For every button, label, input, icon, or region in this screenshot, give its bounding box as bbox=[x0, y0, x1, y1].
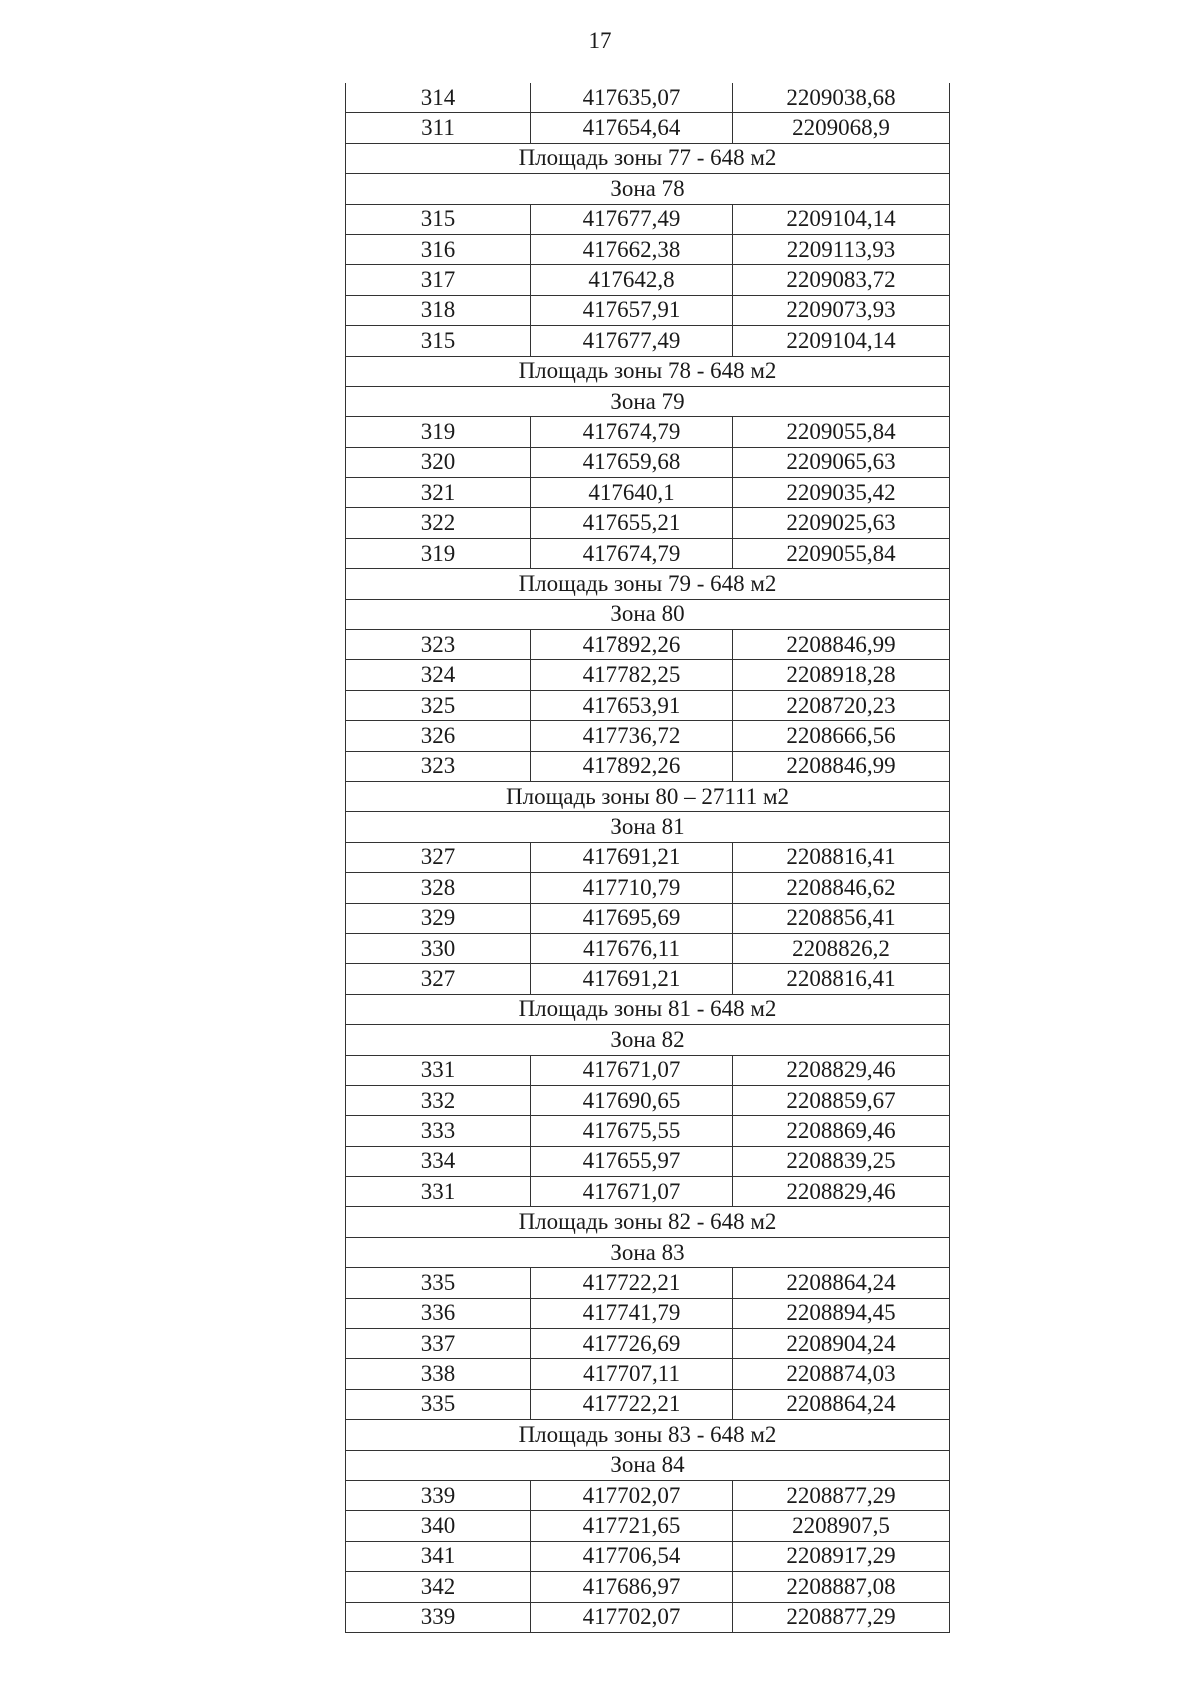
zone-area-row bbox=[346, 781, 950, 811]
zone-header-row bbox=[346, 599, 950, 629]
y-coordinate-cell: 2208877,29 bbox=[733, 1480, 950, 1510]
zone-area-label: Площадь зоны 78 - 648 м2 bbox=[346, 356, 950, 386]
zone-title: Зона 80 bbox=[346, 599, 950, 629]
coordinate-row bbox=[346, 933, 950, 963]
coordinate-row bbox=[346, 326, 950, 356]
zone-header-row bbox=[346, 1025, 950, 1055]
coordinate-row bbox=[346, 1298, 950, 1328]
y-coordinate-cell: 2208904,24 bbox=[733, 1329, 950, 1359]
point-number-cell: 335 bbox=[346, 1268, 531, 1298]
y-coordinate-cell: 2209083,72 bbox=[733, 265, 950, 295]
point-number-cell: 322 bbox=[346, 508, 531, 538]
y-coordinate-cell: 2209104,14 bbox=[733, 204, 950, 234]
x-coordinate-cell: 417675,55 bbox=[531, 1116, 733, 1146]
point-number-cell: 327 bbox=[346, 842, 531, 872]
y-coordinate-cell: 2208826,2 bbox=[733, 933, 950, 963]
point-number-cell: 337 bbox=[346, 1329, 531, 1359]
y-coordinate-cell: 2208666,56 bbox=[733, 721, 950, 751]
y-coordinate-cell: 2208894,45 bbox=[733, 1298, 950, 1328]
zone-header-row bbox=[346, 1450, 950, 1480]
coordinate-row bbox=[346, 1359, 950, 1389]
x-coordinate-cell: 417710,79 bbox=[531, 873, 733, 903]
zone-area-label: Площадь зоны 80 – 27111 м2 bbox=[346, 781, 950, 811]
y-coordinate-cell: 2209104,14 bbox=[733, 326, 950, 356]
point-number-cell: 327 bbox=[346, 964, 531, 994]
zone-title: Зона 78 bbox=[346, 174, 950, 204]
coordinate-row bbox=[346, 295, 950, 325]
x-coordinate-cell: 417892,26 bbox=[531, 630, 733, 660]
coordinate-row bbox=[346, 83, 950, 113]
y-coordinate-cell: 2208877,29 bbox=[733, 1602, 950, 1632]
y-coordinate-cell: 2209065,63 bbox=[733, 447, 950, 477]
zone-area-label: Площадь зоны 79 - 648 м2 bbox=[346, 569, 950, 599]
y-coordinate-cell: 2209025,63 bbox=[733, 508, 950, 538]
coordinate-row bbox=[346, 265, 950, 295]
x-coordinate-cell: 417635,07 bbox=[531, 83, 733, 113]
point-number-cell: 339 bbox=[346, 1602, 531, 1632]
zone-header-row bbox=[346, 174, 950, 204]
coordinates-table-body bbox=[346, 83, 950, 1632]
zone-header-row bbox=[346, 812, 950, 842]
y-coordinate-cell: 2209038,68 bbox=[733, 83, 950, 113]
zone-area-row bbox=[346, 1420, 950, 1450]
x-coordinate-cell: 417677,49 bbox=[531, 204, 733, 234]
point-number-cell: 330 bbox=[346, 933, 531, 963]
x-coordinate-cell: 417691,21 bbox=[531, 964, 733, 994]
x-coordinate-cell: 417892,26 bbox=[531, 751, 733, 781]
coordinate-row bbox=[346, 1085, 950, 1115]
zone-area-label: Площадь зоны 77 - 648 м2 bbox=[346, 143, 950, 173]
x-coordinate-cell: 417706,54 bbox=[531, 1541, 733, 1571]
point-number-cell: 331 bbox=[346, 1177, 531, 1207]
y-coordinate-cell: 2208874,03 bbox=[733, 1359, 950, 1389]
y-coordinate-cell: 2208864,24 bbox=[733, 1389, 950, 1419]
coordinate-row bbox=[346, 234, 950, 264]
coordinate-row bbox=[346, 447, 950, 477]
x-coordinate-cell: 417662,38 bbox=[531, 234, 733, 264]
point-number-cell: 325 bbox=[346, 690, 531, 720]
y-coordinate-cell: 2208846,99 bbox=[733, 630, 950, 660]
coordinate-row bbox=[346, 1177, 950, 1207]
coordinate-row bbox=[346, 478, 950, 508]
y-coordinate-cell: 2209068,9 bbox=[733, 113, 950, 143]
x-coordinate-cell: 417657,91 bbox=[531, 295, 733, 325]
x-coordinate-cell: 417642,8 bbox=[531, 265, 733, 295]
coordinate-row bbox=[346, 751, 950, 781]
coordinate-row bbox=[346, 1268, 950, 1298]
x-coordinate-cell: 417707,11 bbox=[531, 1359, 733, 1389]
coordinate-row bbox=[346, 1572, 950, 1602]
x-coordinate-cell: 417674,79 bbox=[531, 538, 733, 568]
coordinate-row bbox=[346, 508, 950, 538]
y-coordinate-cell: 2208859,67 bbox=[733, 1085, 950, 1115]
x-coordinate-cell: 417686,97 bbox=[531, 1572, 733, 1602]
y-coordinate-cell: 2208869,46 bbox=[733, 1116, 950, 1146]
x-coordinate-cell: 417690,65 bbox=[531, 1085, 733, 1115]
zone-area-row bbox=[346, 143, 950, 173]
y-coordinate-cell: 2208839,25 bbox=[733, 1146, 950, 1176]
point-number-cell: 333 bbox=[346, 1116, 531, 1146]
x-coordinate-cell: 417741,79 bbox=[531, 1298, 733, 1328]
coordinate-row bbox=[346, 1146, 950, 1176]
x-coordinate-cell: 417653,91 bbox=[531, 690, 733, 720]
zone-area-label: Площадь зоны 82 - 648 м2 bbox=[346, 1207, 950, 1237]
coordinate-row bbox=[346, 721, 950, 751]
zone-title: Зона 84 bbox=[346, 1450, 950, 1480]
coordinate-row bbox=[346, 1541, 950, 1571]
coordinate-row bbox=[346, 1116, 950, 1146]
y-coordinate-cell: 2208856,41 bbox=[733, 903, 950, 933]
y-coordinate-cell: 2208846,62 bbox=[733, 873, 950, 903]
coordinate-row bbox=[346, 204, 950, 234]
y-coordinate-cell: 2208917,29 bbox=[733, 1541, 950, 1571]
y-coordinate-cell: 2208816,41 bbox=[733, 964, 950, 994]
x-coordinate-cell: 417702,07 bbox=[531, 1602, 733, 1632]
coordinate-row bbox=[346, 903, 950, 933]
zone-header-row bbox=[346, 1237, 950, 1267]
x-coordinate-cell: 417721,65 bbox=[531, 1511, 733, 1541]
point-number-cell: 342 bbox=[346, 1572, 531, 1602]
x-coordinate-cell: 417736,72 bbox=[531, 721, 733, 751]
coordinate-row bbox=[346, 113, 950, 143]
point-number-cell: 319 bbox=[346, 538, 531, 568]
point-number-cell: 341 bbox=[346, 1541, 531, 1571]
x-coordinate-cell: 417677,49 bbox=[531, 326, 733, 356]
y-coordinate-cell: 2208887,08 bbox=[733, 1572, 950, 1602]
y-coordinate-cell: 2208829,46 bbox=[733, 1055, 950, 1085]
zone-title: Зона 79 bbox=[346, 386, 950, 416]
x-coordinate-cell: 417640,1 bbox=[531, 478, 733, 508]
point-number-cell: 316 bbox=[346, 234, 531, 264]
x-coordinate-cell: 417655,97 bbox=[531, 1146, 733, 1176]
coordinate-row bbox=[346, 842, 950, 872]
x-coordinate-cell: 417671,07 bbox=[531, 1177, 733, 1207]
x-coordinate-cell: 417702,07 bbox=[531, 1480, 733, 1510]
zone-area-row bbox=[346, 356, 950, 386]
coordinate-row bbox=[346, 1055, 950, 1085]
point-number-cell: 311 bbox=[346, 113, 531, 143]
x-coordinate-cell: 417676,11 bbox=[531, 933, 733, 963]
zone-title: Зона 82 bbox=[346, 1025, 950, 1055]
zone-title: Зона 81 bbox=[346, 812, 950, 842]
x-coordinate-cell: 417695,69 bbox=[531, 903, 733, 933]
x-coordinate-cell: 417674,79 bbox=[531, 417, 733, 447]
coordinate-row bbox=[346, 417, 950, 447]
coordinate-row bbox=[346, 1389, 950, 1419]
y-coordinate-cell: 2209055,84 bbox=[733, 417, 950, 447]
x-coordinate-cell: 417726,69 bbox=[531, 1329, 733, 1359]
point-number-cell: 323 bbox=[346, 630, 531, 660]
x-coordinate-cell: 417671,07 bbox=[531, 1055, 733, 1085]
zone-header-row bbox=[346, 386, 950, 416]
coordinate-row bbox=[346, 660, 950, 690]
y-coordinate-cell: 2209113,93 bbox=[733, 234, 950, 264]
coordinate-row bbox=[346, 873, 950, 903]
point-number-cell: 326 bbox=[346, 721, 531, 751]
point-number-cell: 338 bbox=[346, 1359, 531, 1389]
coordinate-row bbox=[346, 630, 950, 660]
point-number-cell: 331 bbox=[346, 1055, 531, 1085]
point-number-cell: 319 bbox=[346, 417, 531, 447]
x-coordinate-cell: 417691,21 bbox=[531, 842, 733, 872]
x-coordinate-cell: 417782,25 bbox=[531, 660, 733, 690]
zone-area-label: Площадь зоны 83 - 648 м2 bbox=[346, 1420, 950, 1450]
coordinates-table bbox=[345, 83, 950, 1633]
point-number-cell: 332 bbox=[346, 1085, 531, 1115]
point-number-cell: 315 bbox=[346, 326, 531, 356]
y-coordinate-cell: 2209055,84 bbox=[733, 538, 950, 568]
y-coordinate-cell: 2208720,23 bbox=[733, 690, 950, 720]
coordinate-row bbox=[346, 1511, 950, 1541]
point-number-cell: 328 bbox=[346, 873, 531, 903]
coordinate-row bbox=[346, 690, 950, 720]
coordinate-row bbox=[346, 538, 950, 568]
x-coordinate-cell: 417655,21 bbox=[531, 508, 733, 538]
point-number-cell: 339 bbox=[346, 1480, 531, 1510]
x-coordinate-cell: 417654,64 bbox=[531, 113, 733, 143]
point-number-cell: 321 bbox=[346, 478, 531, 508]
x-coordinate-cell: 417722,21 bbox=[531, 1268, 733, 1298]
point-number-cell: 320 bbox=[346, 447, 531, 477]
page-number: 17 bbox=[588, 28, 612, 53]
point-number-cell: 318 bbox=[346, 295, 531, 325]
zone-area-row bbox=[346, 569, 950, 599]
coordinate-row bbox=[346, 1329, 950, 1359]
x-coordinate-cell: 417659,68 bbox=[531, 447, 733, 477]
point-number-cell: 340 bbox=[346, 1511, 531, 1541]
point-number-cell: 334 bbox=[346, 1146, 531, 1176]
coordinate-row bbox=[346, 1602, 950, 1632]
coordinate-row bbox=[346, 964, 950, 994]
point-number-cell: 335 bbox=[346, 1389, 531, 1419]
point-number-cell: 317 bbox=[346, 265, 531, 295]
point-number-cell: 336 bbox=[346, 1298, 531, 1328]
y-coordinate-cell: 2208907,5 bbox=[733, 1511, 950, 1541]
x-coordinate-cell: 417722,21 bbox=[531, 1389, 733, 1419]
zone-title: Зона 83 bbox=[346, 1237, 950, 1267]
zone-area-row bbox=[346, 1207, 950, 1237]
coordinate-row bbox=[346, 1480, 950, 1510]
y-coordinate-cell: 2209035,42 bbox=[733, 478, 950, 508]
point-number-cell: 323 bbox=[346, 751, 531, 781]
point-number-cell: 314 bbox=[346, 83, 531, 113]
point-number-cell: 329 bbox=[346, 903, 531, 933]
y-coordinate-cell: 2208829,46 bbox=[733, 1177, 950, 1207]
y-coordinate-cell: 2209073,93 bbox=[733, 295, 950, 325]
y-coordinate-cell: 2208846,99 bbox=[733, 751, 950, 781]
zone-area-row bbox=[346, 994, 950, 1024]
point-number-cell: 324 bbox=[346, 660, 531, 690]
point-number-cell: 315 bbox=[346, 204, 531, 234]
y-coordinate-cell: 2208864,24 bbox=[733, 1268, 950, 1298]
zone-area-label: Площадь зоны 81 - 648 м2 bbox=[346, 994, 950, 1024]
y-coordinate-cell: 2208918,28 bbox=[733, 660, 950, 690]
y-coordinate-cell: 2208816,41 bbox=[733, 842, 950, 872]
